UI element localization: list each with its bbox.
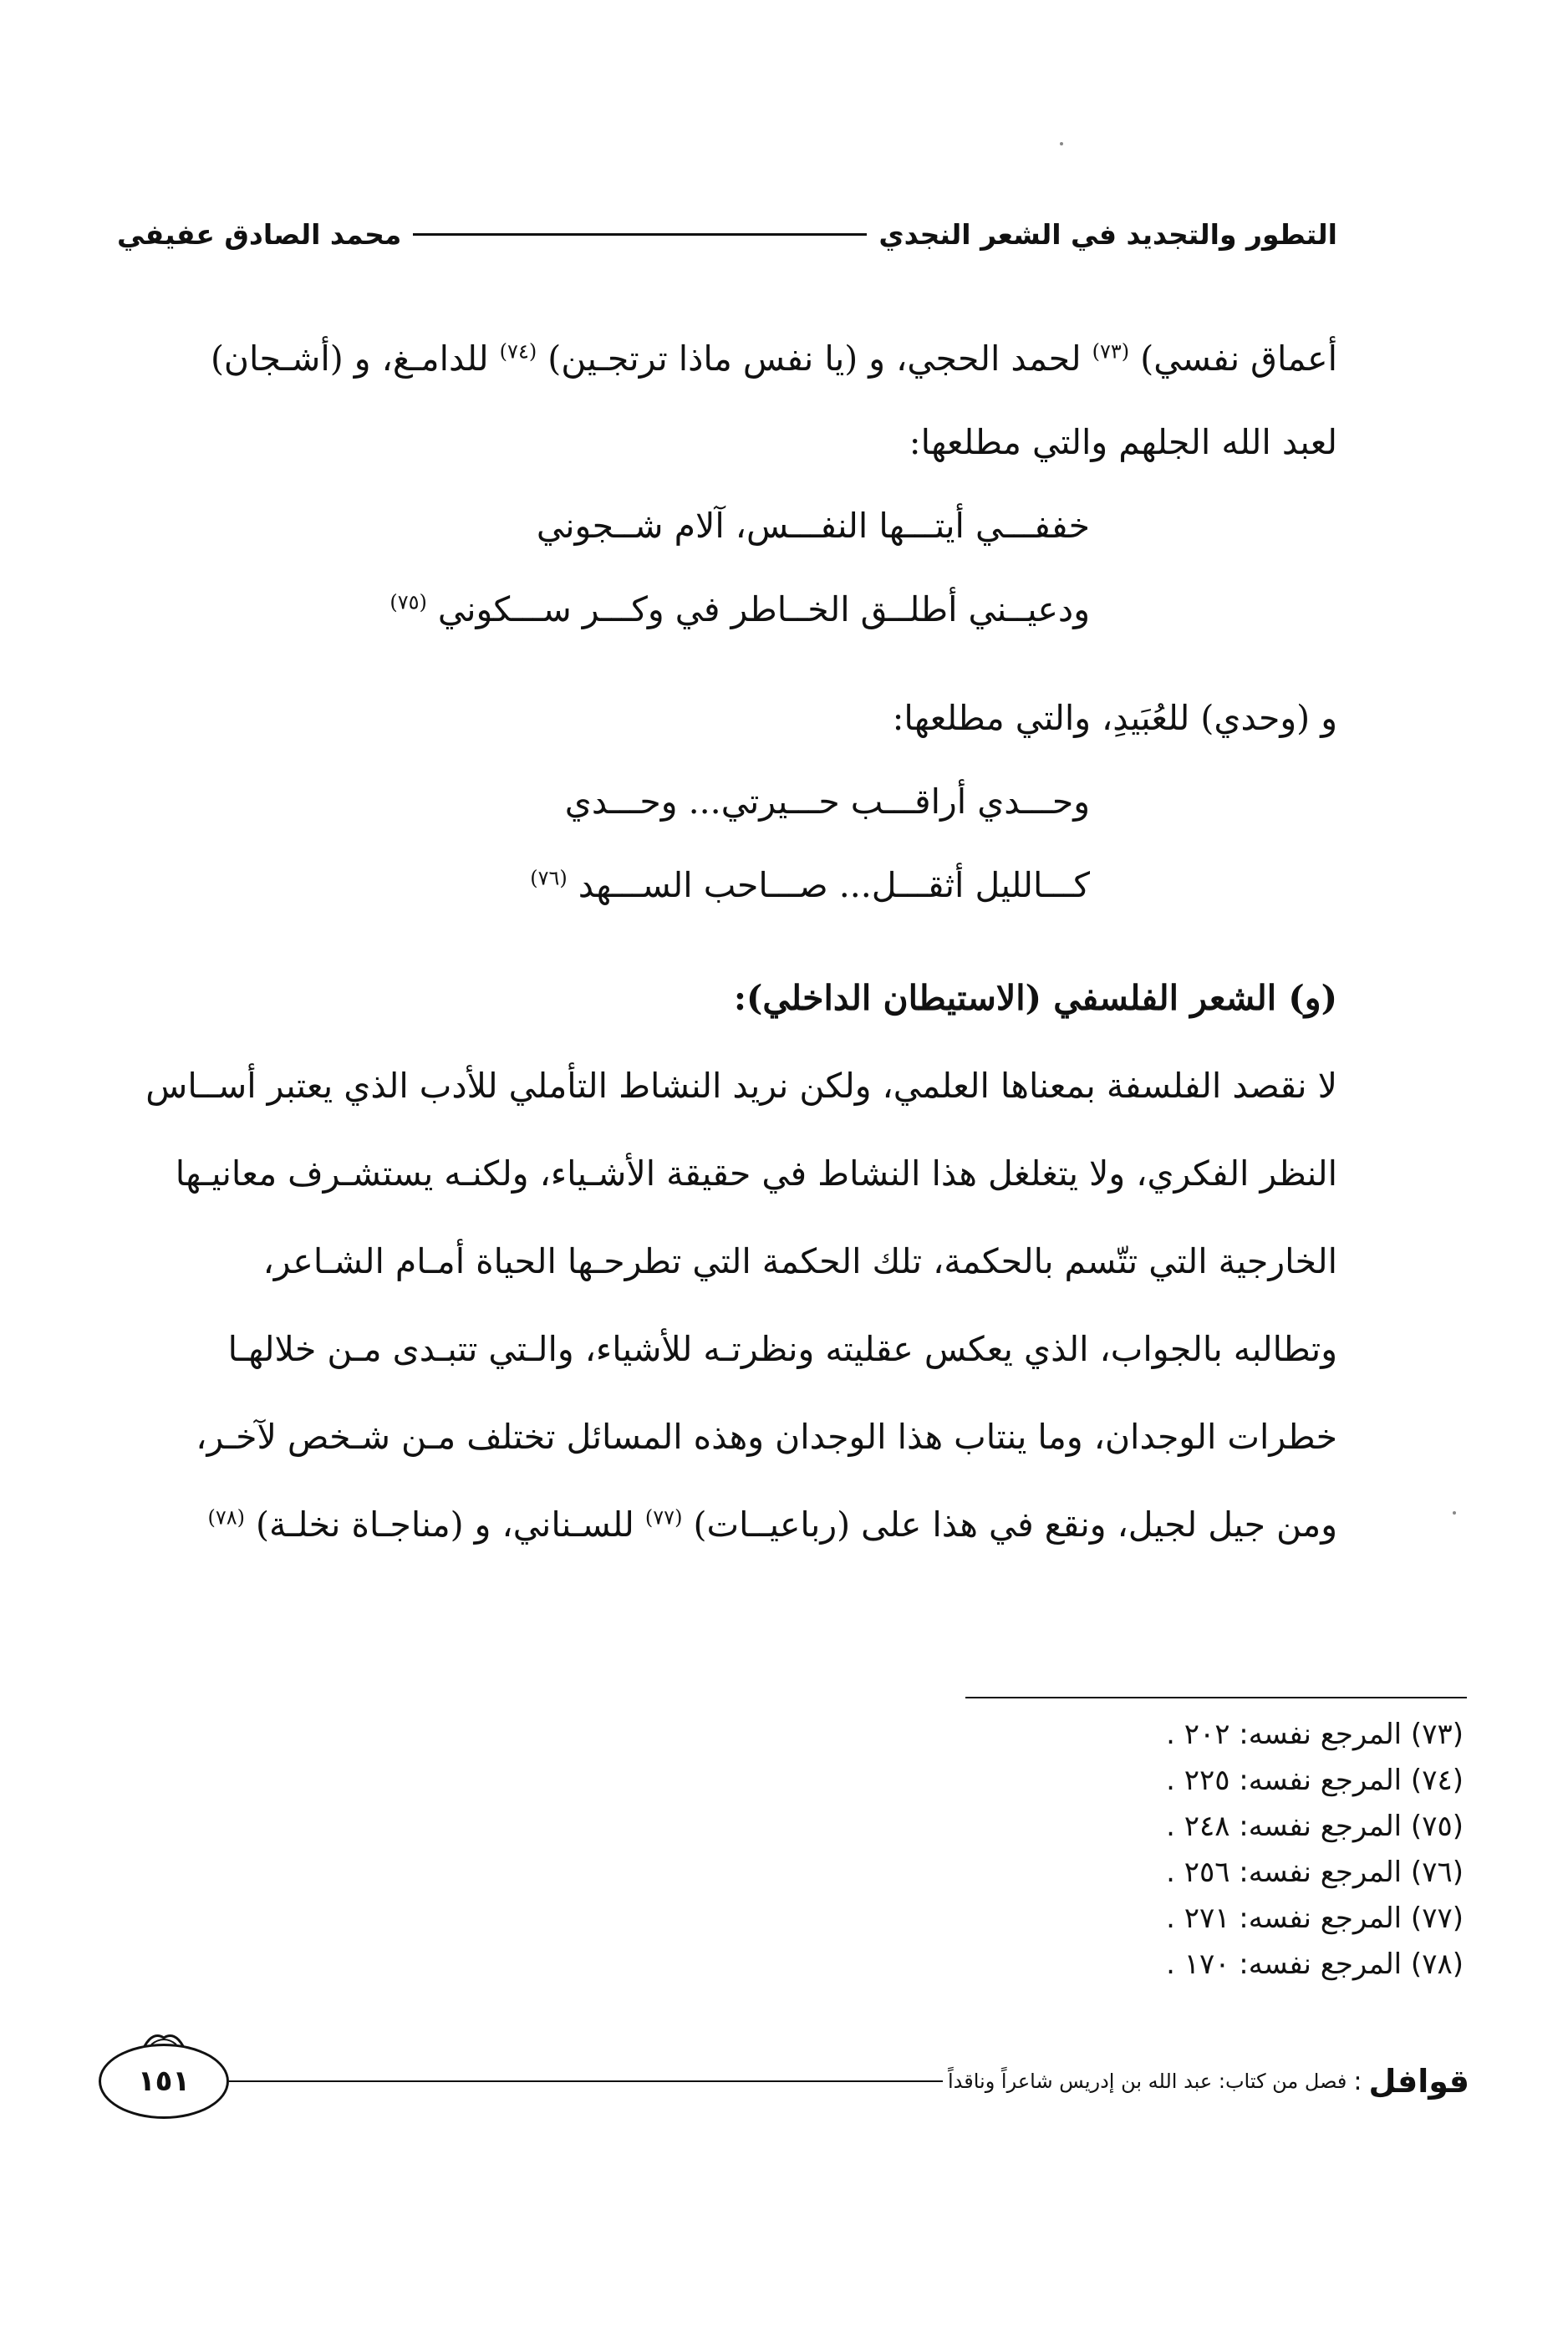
running-header	[117, 209, 1337, 259]
footnote: (٧٧) المرجع نفسه: ٢٧١ .	[1166, 1902, 1464, 1935]
footnote-marker: (٧٨)	[207, 1505, 245, 1530]
footer-separator: :	[1353, 2066, 1362, 2096]
body-line: لا نقصد الفلسفة بمعناها العلمي، ولكن نريد النشاط التأملي للأدب الذي يعتبر أســاس	[145, 1066, 1337, 1106]
text-segment: ومن جيل لجيل، ونقع في هذا على (رباعيــات)	[693, 1505, 1337, 1545]
body-line: خطرات الوجدان، وما ينتاب هذا الوجدان وهذه المسائل تختلف مـن شـخص لآخـر،	[196, 1417, 1337, 1457]
footnote: (٧٨) المرجع نفسه: ١٧٠ .	[1166, 1948, 1464, 1981]
text-segment: للدامـغ، و (أشـجان)	[210, 339, 489, 379]
body-line: لعبد الله الجلهم والتي مطلعها:	[909, 422, 1337, 462]
footnote: (٧٦) المرجع نفسه: ٢٥٦ .	[1166, 1856, 1464, 1889]
verse-text: كـــالليل أثقـــل... صـــاحب الســـهد	[578, 865, 1090, 905]
text-segment: لحمد الحجي، و (يا نفس ماذا ترتجـين)	[547, 339, 1082, 379]
body-line	[117, 1505, 1337, 1545]
footnote-marker: (٧٥)	[389, 590, 427, 614]
page-number: ١٥١	[137, 2065, 191, 2098]
page-number-badge	[99, 2044, 229, 2119]
header-book-title: التطور والتجديد في الشعر النجدي	[878, 217, 1337, 251]
footnote-marker: (٧٧)	[644, 1505, 683, 1530]
footnote: (٧٥) المرجع نفسه: ٢٤٨ .	[1166, 1810, 1464, 1843]
body-line: و (وحدي) للعُبَيدِ، والتي مطلعها:	[892, 698, 1337, 738]
ornament-icon	[143, 2029, 185, 2049]
verse-text: ودعيــني أطلــق الخــاطر في وكـــر ســـكوني	[437, 589, 1090, 629]
body-line	[117, 339, 1337, 379]
journal-name: قوافل	[1368, 2063, 1469, 2100]
body-line: الخارجية التي تتّسم بالحكمة، تلك الحكمة التي تطرحـها الحياة أمـام الشـاعر،	[262, 1241, 1337, 1281]
verse-line: وحـــدي أراقـــب حـــيرتي... وحـــدي	[564, 782, 1090, 822]
footnote-marker: (٧٣)	[1092, 339, 1130, 364]
running-footer	[99, 2039, 1469, 2123]
footer-source: فصل من كتاب: عبد الله بن إدريس شاعراً وناقداً	[947, 2070, 1347, 2093]
footnote-marker: (٧٤)	[499, 339, 537, 364]
header-rule	[413, 233, 867, 236]
header-author: محمد الصادق عفيفي	[117, 217, 402, 251]
verse-line	[389, 589, 1090, 629]
verse-line	[530, 865, 1090, 905]
scan-speck	[1060, 142, 1063, 145]
footnote-marker: (٧٦)	[530, 866, 568, 890]
footer-rule	[229, 2080, 943, 2082]
verse-line: خففـــي أيتـــها النفـــس، آلام شــجوني	[536, 506, 1090, 546]
text-segment: أعماق نفسي)	[1140, 339, 1337, 379]
section-heading: (و) الشعر الفلسفي (الاستيطان الداخلي):	[733, 978, 1337, 1018]
body-line: وتطالبه بالجواب، الذي يعكس عقليته ونظرتـه للأشياء، والـتي تتبـدى مـن خلالهـا	[227, 1329, 1337, 1369]
footnote: (٧٣) المرجع نفسه: ٢٠٢ .	[1166, 1718, 1464, 1751]
body-line: النظر الفكري، ولا يتغلغل هذا النشاط في حقيقة الأشـياء، ولكنـه يستشـرف معانيـها	[175, 1153, 1337, 1194]
scan-speck	[1453, 1511, 1456, 1515]
text-segment: للسـناني، و (مناجـاة نخلـة)	[256, 1505, 634, 1545]
footnote: (٧٤) المرجع نفسه: ٢٢٥ .	[1166, 1764, 1464, 1797]
footnote-rule	[965, 1697, 1467, 1698]
